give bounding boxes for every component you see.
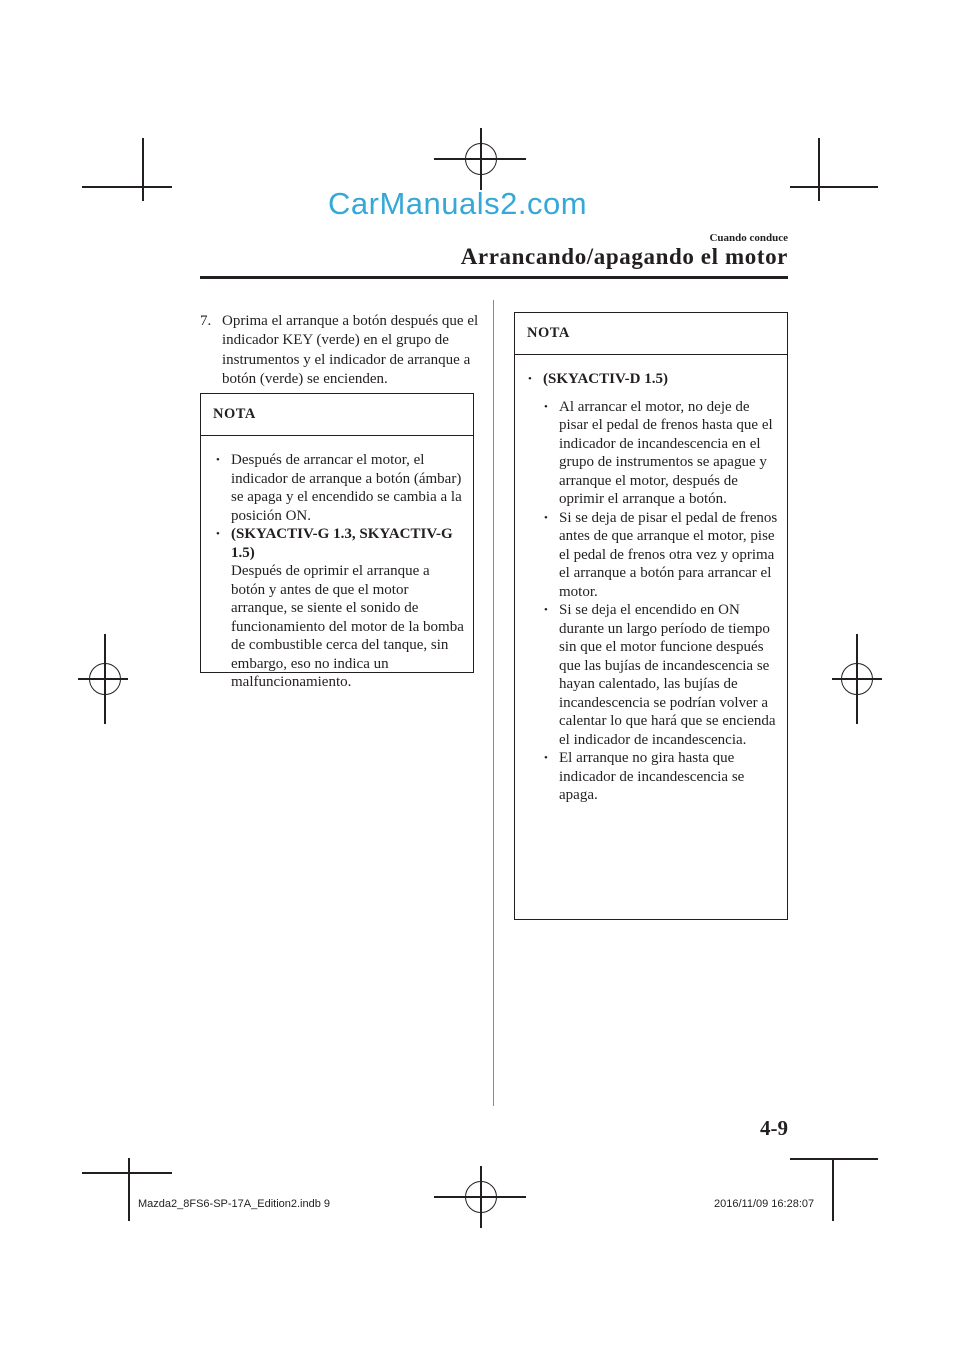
- sub-list: [543, 398, 781, 805]
- note-box-left: [200, 393, 474, 690]
- list-item: • Al arrancar el motor, no deje de pisar el pedal de frenos hasta que el indicador de incandescencia en el grupo de instrumentos se apague y arranque el motor, después de oprimir el arranque a botón.: [543, 398, 781, 509]
- note-list: [515, 355, 787, 805]
- note-box-right: [514, 312, 788, 920]
- footer-date: 2016/11/09 16:28:07: [714, 1198, 815, 1210]
- column-divider: [493, 300, 494, 1106]
- note-heading: NOTA: [515, 313, 787, 355]
- list-item: • Si se deja de pisar el pedal de frenos antes de que arranque el motor, pise el pedal de frenos otra vez y oprima el arranque a botón para arrancar el motor.: [543, 509, 781, 602]
- header-rule: [200, 276, 788, 279]
- list-item: • Si se deja el encendido en ON durante un largo período de tiempo sin que el motor funcione después que las bujías de incandescencia se hayan calentado, las bujías de incandescencia se podrían volver a calentar lo que hará que se encienda el indicador de incandescencia.: [543, 601, 781, 749]
- list-item-text: Después de oprimir el arranque a botón y antes de que el motor arranque, se siente el sonido de funcionamiento del motor de la bomba de combustible cerca del tanque, sin embargo, eso no indica un malfuncionamiento.: [231, 563, 464, 690]
- step-7: [200, 312, 480, 389]
- section-label: Cuando conduce: [709, 232, 788, 244]
- note-heading: NOTA: [201, 394, 473, 436]
- note-list: [201, 436, 473, 692]
- step-number: 7.: [200, 313, 212, 329]
- list-item: [215, 525, 467, 692]
- watermark: CarManuals2.com: [328, 186, 588, 221]
- engine-model-label: (SKYACTIV-G 1.3, SKYACTIV-G 1.5): [231, 526, 453, 561]
- list-item: • El arranque no gira hasta que indicador de incandescencia se apaga.: [543, 749, 781, 805]
- page-number: 4-9: [760, 1116, 788, 1140]
- page-title: Arrancando/apagando el motor: [460, 244, 788, 269]
- footer-file: Mazda2_8FS6-SP-17A_Edition2.indb 9: [138, 1198, 331, 1210]
- step-text: Oprima el arranque a botón después que el indicador KEY (verde) en el grupo de instrumentos y el indicador de arranque a botón (verde) se encienden.: [222, 313, 479, 387]
- list-item: • Después de arrancar el motor, el indicador de arranque a botón (ámbar) se apaga y el encendido se cambia a la posición ON.: [215, 451, 467, 525]
- list-item: [527, 370, 781, 805]
- engine-model-label: (SKYACTIV-D 1.5): [543, 371, 669, 387]
